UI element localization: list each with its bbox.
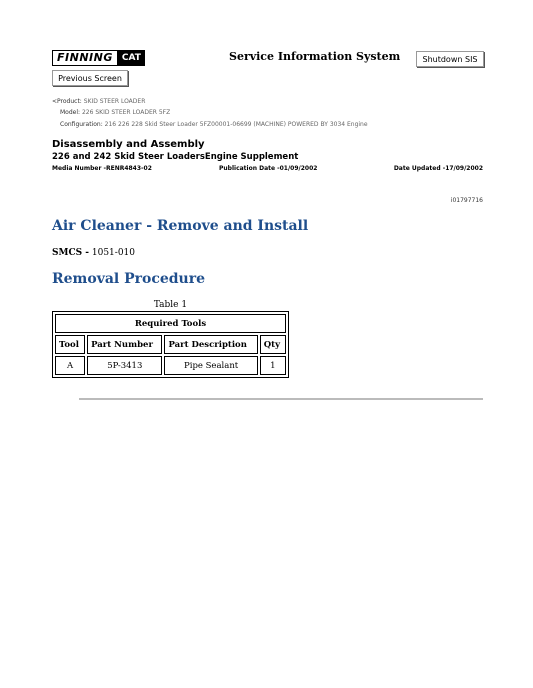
shutdown-sis-button[interactable]: Shutdown SIS — [416, 51, 484, 67]
table-row — [55, 356, 286, 375]
finning-cat-logo — [52, 50, 145, 66]
table-caption: Table 1 — [153, 300, 188, 310]
page-title: Air Cleaner - Remove and Install — [52, 218, 309, 234]
table-cell: A — [55, 356, 85, 375]
model-label: Model: — [60, 109, 81, 116]
date-updated: Date Updated -17/09/2002 — [393, 165, 483, 172]
divider — [79, 398, 483, 400]
column-header: Qty — [260, 335, 286, 354]
previous-screen-button[interactable]: Previous Screen — [52, 70, 128, 86]
document-subtitle: 226 and 242 Skid Steer LoadersEngine Supplement — [52, 152, 299, 162]
smcs-label: SMCS - — [52, 248, 89, 258]
model-value: 226 SKID STEER LOADER 5FZ — [81, 109, 171, 116]
reference-id: i01797716 — [450, 197, 483, 204]
config-label: Configuration: — [60, 121, 103, 128]
table-cell: Pipe Sealant — [164, 356, 257, 375]
smcs-value: 1051-010 — [91, 248, 135, 258]
logo-text: FINNING — [52, 50, 118, 66]
table-heading-row — [55, 314, 286, 333]
header-bar — [52, 48, 483, 68]
meta-model — [60, 109, 170, 116]
app-title: Service Information System — [229, 50, 401, 63]
table-cell: 1 — [260, 356, 286, 375]
column-header: Part Number — [87, 335, 162, 354]
media-number: Media Number -RENR4843-02 — [52, 165, 152, 172]
config-value: 216 226 228 Skid Steer Loader 5FZ00001-06699 (MACHINE) POWERED BY 3034 Engine — [104, 121, 368, 128]
product-value: SKID STEER LOADER — [83, 98, 146, 105]
meta-configuration — [60, 121, 368, 128]
section-title: Removal Procedure — [52, 271, 206, 287]
table-header-row — [55, 335, 286, 354]
required-tools-table — [52, 311, 289, 378]
smcs-code — [52, 248, 135, 258]
publication-date: Publication Date -01/09/2002 — [219, 165, 318, 172]
product-label: <Product: — [52, 98, 82, 105]
column-header: Tool — [55, 335, 85, 354]
table-heading: Required Tools — [55, 314, 286, 333]
logo-badge: CAT — [118, 50, 145, 66]
document-title: Disassembly and Assembly — [52, 139, 205, 150]
column-header: Part Description — [164, 335, 257, 354]
table-cell: 5P-3413 — [87, 356, 162, 375]
meta-product — [52, 98, 145, 105]
